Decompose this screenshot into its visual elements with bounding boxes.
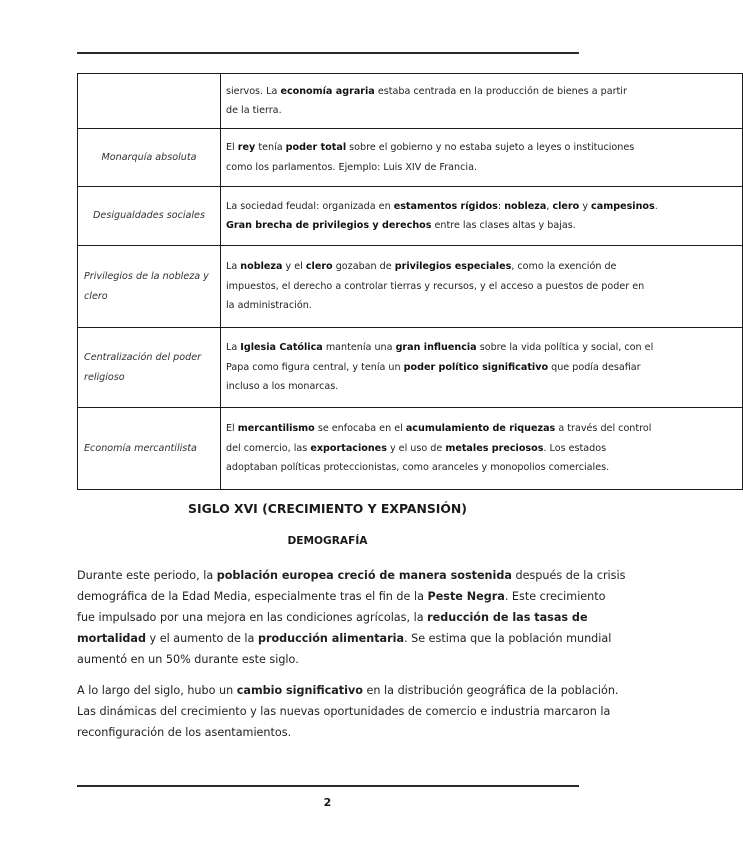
text-run: impuestos, el derecho a controlar tierras y recursos, y el acceso a puestos de poder en <box>226 280 645 292</box>
bold-run: Peste Negra <box>427 590 505 603</box>
text-run: : <box>497 200 505 212</box>
footer-rule <box>77 785 579 787</box>
bold-run: clero <box>552 200 580 212</box>
text-line <box>226 158 736 178</box>
row-term: Centralización del poder religioso <box>78 328 221 408</box>
row-term: Monarquía absoluta <box>78 129 221 187</box>
text-line <box>226 197 736 217</box>
text-run: sobre el gobierno y no estaba sujeto a leyes o instituciones <box>346 142 635 153</box>
text-line <box>226 101 736 121</box>
text-line <box>226 138 736 158</box>
table-row <box>78 408 743 490</box>
text-run: El <box>226 142 238 153</box>
text-run: tenía <box>255 142 286 153</box>
text-line <box>77 565 626 586</box>
text-run: entre las clases altas y bajas. <box>431 220 576 231</box>
text-run: como los parlamentos. Ejemplo: Luis XIV de Francia. <box>226 161 478 173</box>
bold-run: cambio significativo <box>236 684 363 697</box>
text-run: mantenía una <box>322 342 396 354</box>
row-description <box>221 246 743 328</box>
row-description <box>221 408 743 490</box>
row-description <box>221 74 743 129</box>
text-run: estaba centrada en la producción de bienes a partir <box>374 85 627 97</box>
subsection-heading: DEMOGRAFÍA <box>287 535 368 547</box>
text-run: gozaban de <box>332 261 395 273</box>
bold-run: reducción de las tasas de <box>427 611 588 624</box>
text-run: reconfiguración de los asentamientos. <box>77 726 292 739</box>
text-line <box>226 277 736 297</box>
text-run: El <box>226 423 238 435</box>
text-run: que podía desafiar <box>548 361 641 373</box>
table-row <box>78 129 743 187</box>
bold-run: nobleza <box>504 200 547 212</box>
text-line <box>226 216 736 236</box>
row-description <box>221 129 743 187</box>
text-line <box>226 82 736 102</box>
text-run: Durante este periodo, la <box>77 569 217 582</box>
bold-run: mercantilismo <box>237 423 315 435</box>
text-run: y el uso de <box>386 442 446 454</box>
bold-run: Gran brecha de privilegios y derechos <box>226 220 432 231</box>
text-line <box>226 296 736 316</box>
text-line <box>226 358 736 378</box>
text-line <box>77 586 607 607</box>
text-run: se enfocaba en el <box>314 423 406 435</box>
page-number: 2 <box>323 796 332 809</box>
text-run: , <box>546 200 553 212</box>
table-row <box>78 246 743 328</box>
bold-run: poder político significativo <box>403 361 549 373</box>
bold-run: rey <box>237 142 256 153</box>
row-term: Desigualdades sociales <box>78 187 221 246</box>
text-run: del comercio, las <box>226 442 311 454</box>
bold-run: metales preciosos <box>445 442 544 454</box>
bold-run: población europea creció de manera sostenida <box>216 569 512 582</box>
text-run: después de la crisis <box>511 569 626 582</box>
text-run: incluso a los monarcas. <box>226 381 339 393</box>
text-run: siervos. La <box>226 85 281 97</box>
text-run: A lo largo del siglo, hubo un <box>77 684 237 697</box>
bold-run: acumulamiento de riquezas <box>405 423 556 435</box>
row-term: Privilegios de la nobleza y clero <box>78 246 221 328</box>
paragraph-demography <box>77 565 626 670</box>
text-run: . Se estima que la población mundial <box>404 632 612 645</box>
bold-run: poder total <box>285 142 347 153</box>
row-description <box>221 187 743 246</box>
text-run: . <box>654 200 658 212</box>
row-term <box>78 74 221 129</box>
text-run: La sociedad feudal: organizada en <box>226 200 394 212</box>
section-heading: SIGLO XVI (CRECIMIENTO Y EXPANSIÓN) <box>188 501 467 516</box>
text-line <box>77 628 612 649</box>
text-run: y <box>579 200 592 212</box>
text-run: a través del control <box>555 423 652 435</box>
text-line <box>77 722 607 743</box>
header-rule <box>77 52 579 54</box>
text-line <box>226 439 736 459</box>
bold-run: estamentos rígidos <box>393 200 498 212</box>
text-run: aumentó en un 50% durante este siglo. <box>77 653 299 666</box>
text-run: la administración. <box>226 300 312 312</box>
text-line <box>226 257 736 277</box>
paragraph-distribution <box>77 680 619 743</box>
bold-run: clero <box>305 261 333 273</box>
text-line <box>77 649 607 670</box>
bold-run: privilegios especiales <box>394 261 512 273</box>
bold-run: economía agraria <box>280 85 375 97</box>
table-row <box>78 328 743 408</box>
text-run: en la distribución geográfica de la población. <box>362 684 619 697</box>
concepts-table <box>77 73 658 490</box>
text-line <box>226 377 736 397</box>
bold-run: Iglesia Católica <box>240 342 323 354</box>
text-line <box>77 607 607 628</box>
row-term: Economía mercantilista <box>78 408 221 490</box>
text-run: Papa como figura central, y tenía un <box>226 361 404 373</box>
text-run: y el <box>282 261 306 273</box>
table-row <box>78 74 743 129</box>
text-run: de la tierra. <box>226 105 282 116</box>
bold-run: exportaciones <box>310 442 387 454</box>
bold-run: gran influencia <box>395 342 477 354</box>
bold-run: nobleza <box>240 261 283 273</box>
text-run: La <box>226 261 241 273</box>
bold-run: producción alimentaria <box>257 632 405 645</box>
text-line <box>226 419 736 439</box>
bold-run: mortalidad <box>77 632 146 645</box>
text-run: adoptaban políticas proteccionistas, como aranceles y monopolios comerciales. <box>226 462 610 474</box>
text-run: . Este crecimiento <box>504 590 606 603</box>
text-line <box>226 338 736 358</box>
text-line <box>77 680 619 701</box>
table-row <box>78 187 743 246</box>
text-run: La <box>226 342 241 354</box>
text-run: y el aumento de la <box>146 632 258 645</box>
row-description <box>221 328 743 408</box>
text-run: demográfica de la Edad Media, especialmente tras el fin de la <box>77 590 428 603</box>
text-run: fue impulsado por una mejora en las condiciones agrícolas, la <box>77 611 428 624</box>
text-line <box>77 701 611 722</box>
text-line <box>226 458 736 478</box>
bold-run: campesinos <box>591 200 655 212</box>
text-run: . Los estados <box>543 442 607 454</box>
text-run: sobre la vida política y social, con el <box>476 342 654 354</box>
text-run: Las dinámicas del crecimiento y las nuevas oportunidades de comercio e industria marcaron la <box>77 705 611 718</box>
text-run: , como la exención de <box>511 261 617 273</box>
